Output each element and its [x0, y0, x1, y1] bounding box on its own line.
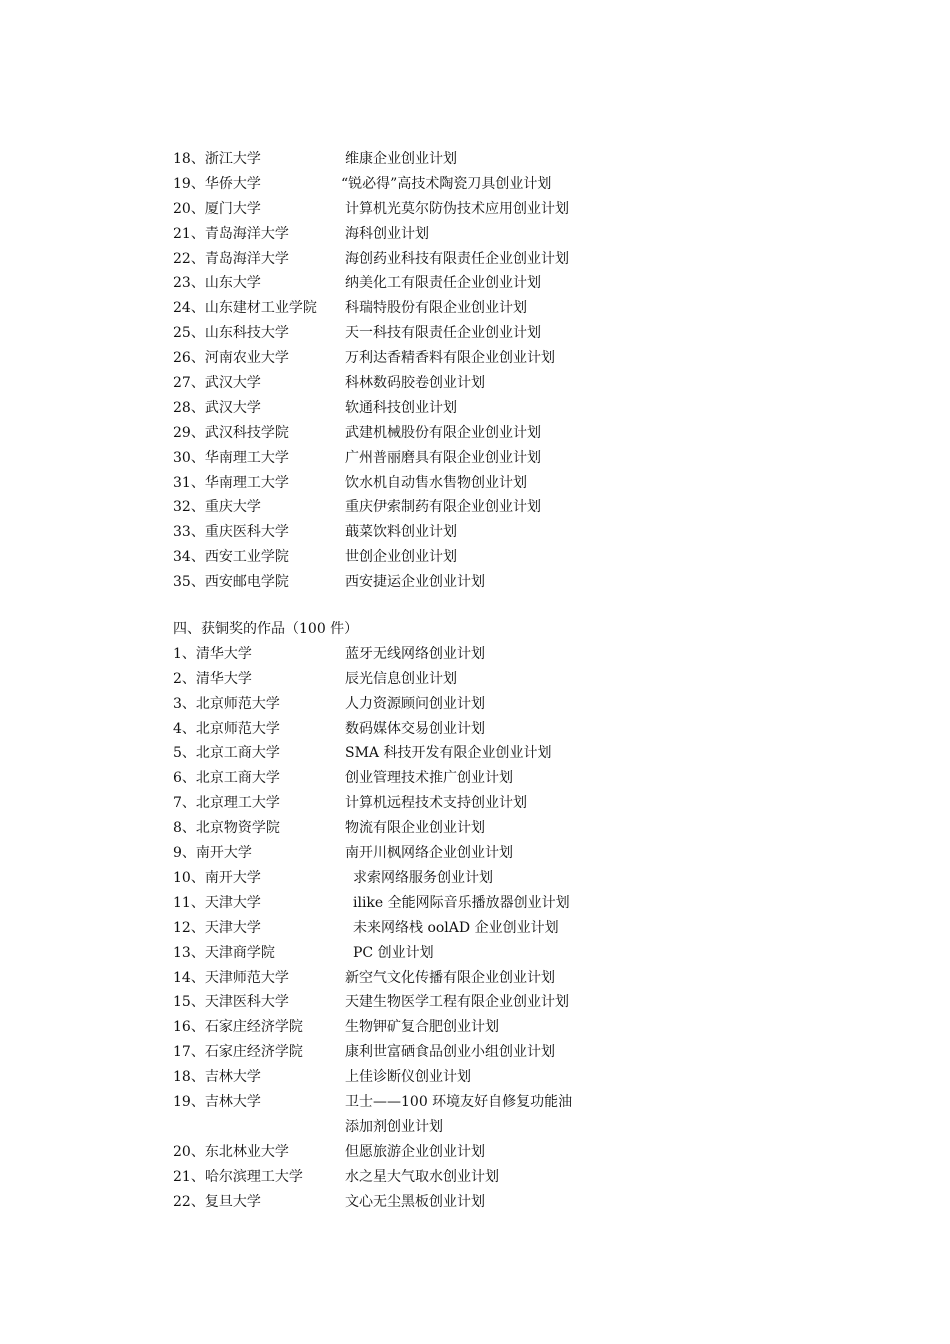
school-name: 19、吉林大学 [173, 1093, 261, 1110]
project-name: 重庆伊索制药有限企业创业计划 [345, 499, 541, 516]
list-item [173, 1190, 813, 1215]
list-item [173, 966, 813, 991]
project-name: 科瑞特股份有限企业创业计划 [345, 300, 527, 317]
project-name: 南开川枫网络企业创业计划 [345, 845, 513, 862]
school-name: 9、南开大学 [173, 845, 252, 862]
school-name: 22、青岛海洋大学 [173, 250, 289, 267]
project-name: “锐必得”高技术陶瓷刀具创业计划 [341, 175, 552, 192]
list-item [173, 791, 813, 816]
project-name: 未来网络栈 oolAD 企业创业计划 [353, 919, 559, 936]
list-item [173, 766, 813, 791]
project-name: 软通科技创业计划 [345, 399, 457, 416]
project-name: 蓝牙无线网络创业计划 [345, 645, 485, 662]
section-heading: 四、获铜奖的作品（100 件） [173, 621, 359, 638]
project-name: 计算机远程技术支持创业计划 [345, 795, 527, 812]
list-item [173, 891, 813, 916]
school-name: 1、清华大学 [173, 645, 252, 662]
project-name: SMA 科技开发有限企业创业计划 [345, 745, 552, 762]
school-name: 14、天津师范大学 [173, 969, 289, 986]
school-name: 19、华侨大学 [173, 175, 261, 192]
project-name: 科林数码胶卷创业计划 [345, 375, 485, 392]
project-name: 上佳诊断仪创业计划 [345, 1069, 471, 1086]
project-name: 创业管理技术推广创业计划 [345, 770, 513, 787]
project-name: 维康企业创业计划 [345, 151, 457, 167]
list-item [173, 1165, 813, 1190]
school-name: 18、浙江大学 [173, 151, 261, 167]
school-name: 16、石家庄经济学院 [173, 1019, 303, 1036]
school-name: 31、华南理工大学 [173, 474, 289, 491]
project-name: 数码媒体交易创业计划 [345, 720, 485, 737]
list-item [173, 321, 813, 346]
list-item [173, 990, 813, 1015]
list-item [173, 642, 813, 667]
bronze-award-list [173, 642, 813, 1214]
school-name: 24、山东建材工业学院 [173, 300, 317, 317]
project-name: 但愿旅游企业创业计划 [345, 1143, 485, 1160]
list-item [173, 816, 813, 841]
project-name: 生物钾矿复合肥创业计划 [345, 1019, 499, 1036]
school-name: 15、天津医科大学 [173, 994, 289, 1011]
project-name: 新空气文化传播有限企业创业计划 [345, 969, 555, 986]
section-spacer [173, 595, 813, 617]
school-name: 12、天津大学 [173, 919, 261, 936]
school-name: 22、复旦大学 [173, 1193, 261, 1210]
list-item [173, 841, 813, 866]
project-name: 卫士——100 环境友好自修复功能油 [345, 1093, 573, 1110]
list-item [173, 717, 813, 742]
list-item [173, 421, 813, 446]
project-name: ilike 全能网际音乐播放器创业计划 [353, 894, 570, 911]
project-name: 添加剂创业计划 [345, 1118, 443, 1135]
school-name: 27、武汉大学 [173, 375, 261, 392]
list-item [173, 271, 813, 296]
project-name: 计算机光莫尔防伪技术应用创业计划 [345, 200, 569, 217]
school-name: 20、厦门大学 [173, 200, 261, 217]
list-item [173, 692, 813, 717]
list-item [173, 197, 813, 222]
school-name: 17、石家庄经济学院 [173, 1044, 303, 1061]
list-item [173, 172, 813, 197]
school-name: 30、华南理工大学 [173, 449, 289, 466]
list-item [173, 1090, 813, 1115]
project-name: 物流有限企业创业计划 [345, 820, 485, 837]
school-name: 7、北京理工大学 [173, 795, 280, 812]
list-item [173, 396, 813, 421]
school-name: 8、北京物资学院 [173, 820, 280, 837]
list-item [173, 446, 813, 471]
list-item [173, 371, 813, 396]
list-item [173, 471, 813, 496]
project-name: 武建机械股份有限企业创业计划 [345, 424, 541, 441]
list-item [173, 1040, 813, 1065]
school-name: 32、重庆大学 [173, 499, 261, 516]
project-name: 天一科技有限责任企业创业计划 [345, 325, 541, 342]
list-item-continuation [173, 1115, 813, 1140]
school-name: 13、天津商学院 [173, 944, 275, 961]
list-item [173, 1015, 813, 1040]
project-name: 人力资源顾问创业计划 [345, 695, 485, 712]
school-name: 11、天津大学 [173, 894, 261, 911]
project-name: 文心无尘黑板创业计划 [345, 1193, 485, 1210]
project-name: 海科创业计划 [345, 225, 429, 242]
list-item [173, 1140, 813, 1165]
silver-award-list [173, 147, 813, 595]
list-item [173, 941, 813, 966]
school-name: 6、北京工商大学 [173, 770, 280, 787]
school-name: 21、青岛海洋大学 [173, 225, 289, 242]
list-item [173, 545, 813, 570]
school-name: 29、武汉科技学院 [173, 424, 289, 441]
list-item [173, 741, 813, 766]
project-name: 饮水机自动售水售物创业计划 [345, 474, 527, 491]
project-name: 求索网络服务创业计划 [353, 869, 493, 886]
school-name: 18、吉林大学 [173, 1069, 261, 1086]
school-name: 28、武汉大学 [173, 399, 261, 416]
project-name: 海创药业科技有限责任企业创业计划 [345, 250, 569, 267]
list-item [173, 222, 813, 247]
project-name: 辰光信息创业计划 [345, 670, 457, 687]
project-name: 康利世富硒食品创业小组创业计划 [345, 1044, 555, 1061]
school-name: 21、哈尔滨理工大学 [173, 1168, 303, 1185]
project-name: 蕺菜饮料创业计划 [345, 524, 457, 541]
project-name: 水之星大气取水创业计划 [345, 1168, 499, 1185]
school-name: 34、西安工业学院 [173, 549, 289, 566]
list-item [173, 570, 813, 595]
list-item [173, 866, 813, 891]
list-item [173, 495, 813, 520]
list-item [173, 296, 813, 321]
school-name: 20、东北林业大学 [173, 1143, 289, 1160]
school-name: 4、北京师范大学 [173, 720, 280, 737]
school-name: 3、北京师范大学 [173, 695, 280, 712]
project-name: PC 创业计划 [353, 944, 434, 961]
list-item [173, 147, 813, 172]
school-name: 35、西安邮电学院 [173, 574, 289, 591]
list-item [173, 1065, 813, 1090]
list-item [173, 346, 813, 371]
project-name: 世创企业创业计划 [345, 549, 457, 566]
school-name: 33、重庆医科大学 [173, 524, 289, 541]
school-name: 26、河南农业大学 [173, 350, 289, 367]
project-name: 广州普丽磨具有限企业创业计划 [345, 449, 541, 466]
list-item [173, 667, 813, 692]
project-name: 西安捷运企业创业计划 [345, 574, 485, 591]
school-name: 23、山东大学 [173, 275, 261, 292]
school-name: 25、山东科技大学 [173, 325, 289, 342]
school-name: 5、北京工商大学 [173, 745, 280, 762]
project-name: 天建生物医学工程有限企业创业计划 [345, 994, 569, 1011]
list-item [173, 916, 813, 941]
school-name: 10、南开大学 [173, 869, 261, 886]
project-name: 纳美化工有限责任企业创业计划 [345, 275, 541, 292]
list-item [173, 247, 813, 272]
school-name: 2、清华大学 [173, 670, 252, 687]
award-list [173, 147, 813, 1214]
project-name: 万利达香精香料有限企业创业计划 [345, 350, 555, 367]
list-item [173, 520, 813, 545]
